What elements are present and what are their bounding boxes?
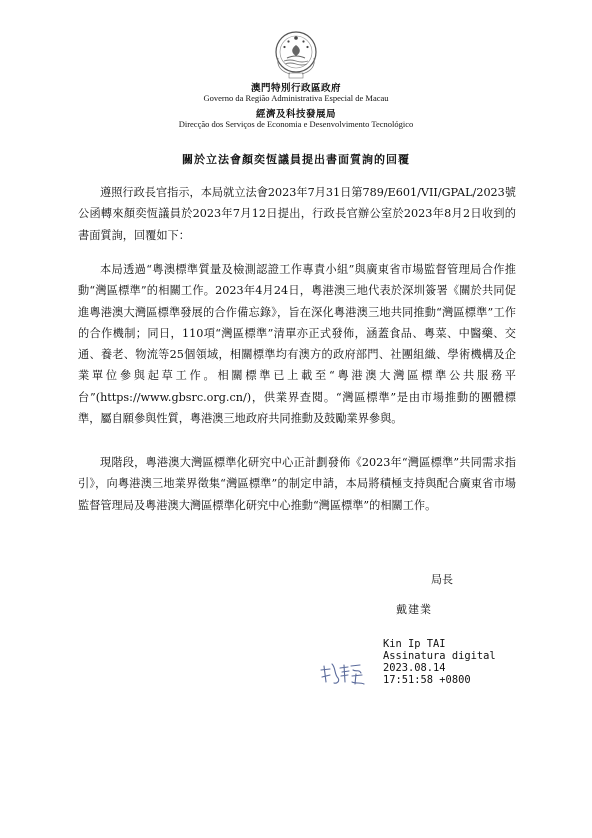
paragraph-intro: 遵照行政長官指示，本局就立法會2023年7月31日第789/E601/VII/GPAL/2023號公函轉來顏奕恆議員於2023年7月12日提出，行政長官辦公室於2023年8月2日收到的書面質詢，回覆如下： <box>78 186 516 242</box>
signature-date: 2023.08.14 <box>383 662 446 674</box>
government-name-zh: 澳門特別行政區政府 <box>250 83 341 94</box>
macau-emblem-icon <box>270 28 322 80</box>
handwritten-signature-icon <box>318 660 370 688</box>
document-title: 關於立法會顏奕恆議員提出書面質詢的回覆 <box>182 153 410 166</box>
signature-signer: Kin Ip TAI <box>383 638 446 650</box>
digital-signature-block <box>383 638 496 686</box>
government-name-pt: Governo da Região Administrativa Especial de Macau <box>203 93 389 103</box>
signature-time: 17:51:58 +0800 <box>383 674 471 686</box>
signoff-name: 戴建業 <box>396 603 432 616</box>
paragraph-body: 本局透過“粵澳標準質量及檢測認證工作專責小組”與廣東省市場監督管理局合作推動“灣區標準”的相關工作。2023年4月24日，粵港澳三地代表於深圳簽署《關於共同促進粵港澳大灣區標準發展的合作備忘錄》，旨在深化粵港澳三地共同推動“灣區標準”工作的合作機制；同日，110項“灣區標準”清單亦正式發佈，涵蓋食品、粵菜、中醫藥、交通、養老、物流等25個領域，相關標準均有澳方的政府部門、社團組織、學術機構及企業單位參與起草工作。相關標準已上載至“粵港澳大灣區標準公共服務平台”(https://www.gbsrc.org.cn/)，供業界查閱。“灣區標準”是由市場推動的團體標準，屬自願參與性質，粵港澳三地政府共同推動及鼓勵業界參與。 <box>78 263 516 426</box>
paragraph-current-stage: 現階段，粵港澳大灣區標準化研究中心正計劃發佈《2023年“灣區標準”共同需求指引》，向粵港澳三地業界徵集“灣區標準”的制定申請，本局將積極支持與配合廣東省市場監督管理局及粵港澳大灣區標準化研究中心推動“灣區標準”的相關工作。 <box>78 456 516 512</box>
signoff-position: 局長 <box>431 573 453 586</box>
department-name-pt: Direcção dos Serviços de Economia e Desenvolvimento Tecnológico <box>178 119 414 129</box>
signature-label: Assinatura digital <box>383 650 496 662</box>
department-name-zh: 經濟及科技發展局 <box>255 109 336 120</box>
